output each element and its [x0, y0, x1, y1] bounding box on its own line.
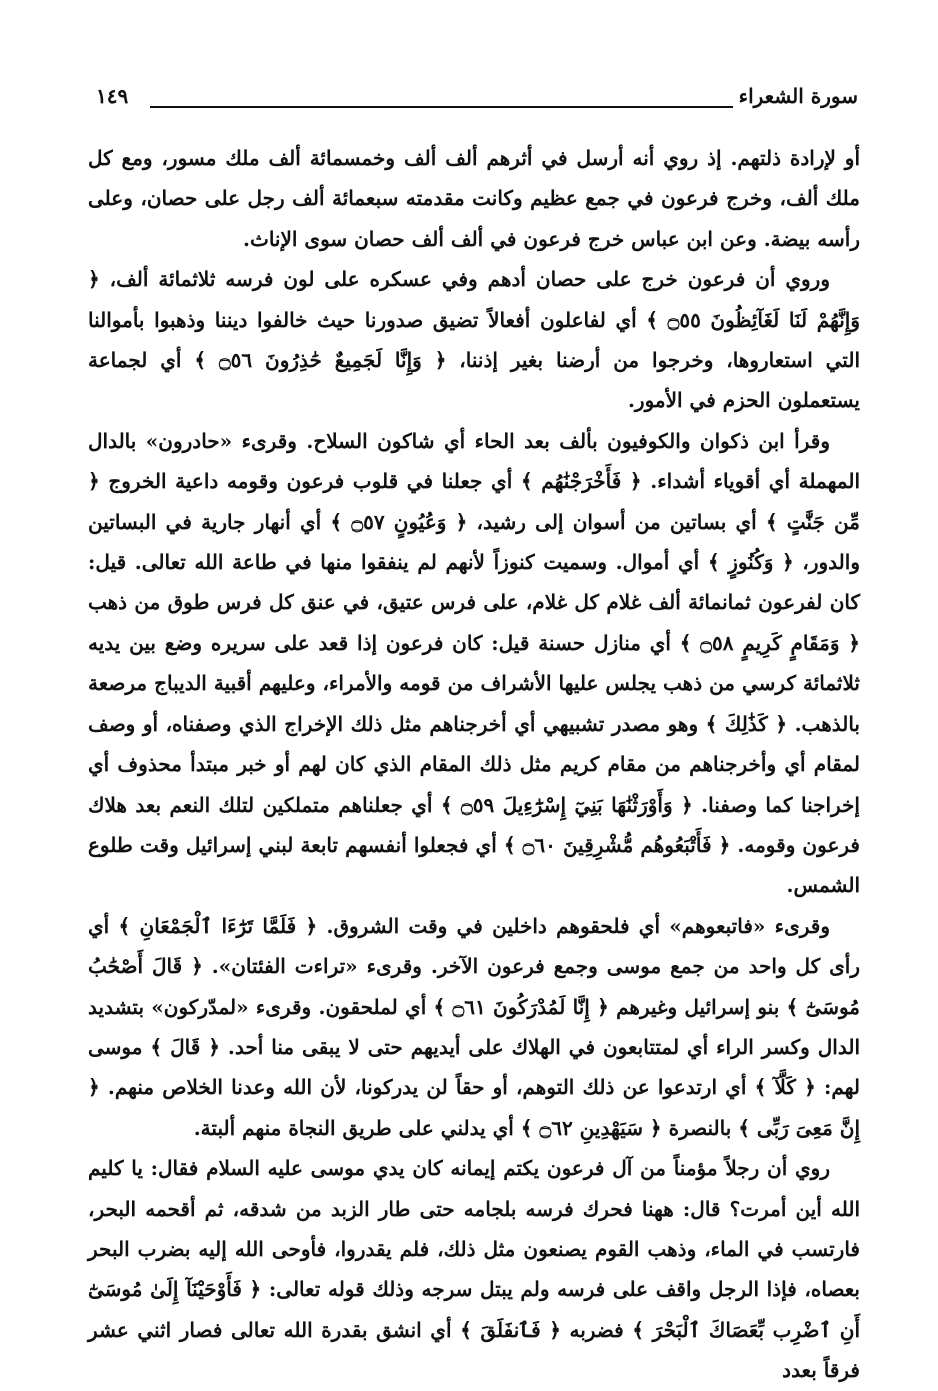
surah-title: سورة الشعراء [733, 84, 858, 108]
paragraph-2 [88, 259, 860, 421]
paragraph-4 [88, 906, 860, 1148]
page-body [88, 138, 861, 1383]
paragraph-text: وروي أن فرعون خرج على حصان أدهم وفي عسكره على لون فرسه ثلاثمائة ألف، ﴿ وَإِنَّهُمْ لَنَا لَغَآئِظُونَ ۝٥٥ ﴾ أي لفاعلون أفعالاً تضيق صدورنا حيث خالفوا ديننا وذهبوا بأموالنا التي استعاروها، وخرجوا من أرضنا بغير إذننا، ﴿ وَإِنَّا لَجَمِيعٌ حَٰذِرُونَ ۝٥٦ ﴾ أي لجماعة يستعملون الحزم في الأمور. [88, 267, 861, 413]
paragraph-text: وقرىء «فاتبعوهم» أي فلحقوهم داخلين في وقت الشروق. ﴿ فَلَمَّا تَرَٰٓءَا ٱلْجَمْعَانِ ﴾ أي رأى كل واحد من جمع موسى وجمع فرعون الآخر. وقرىء «تراءت الفئتان». ﴿ قَالَ أَصْحَٰبُ مُوسَىٰٓ ﴾ بنو إسرائيل وغيرهم ﴿ إِنَّا لَمُدْرَكُونَ ۝٦١ ﴾ أي لملحقون. وقرىء «لمدّركون» بتشديد الدال وكسر الراء أي لمتتابعون في الهلاك على أيديهم حتى لا يبقى منا أحد. ﴿ قَالَ ﴾ موسى لهم: ﴿ كَلَّآ ﴾ أي ارتدعوا عن ذلك التوهم، أو حقاً لن يدركونا، لأن الله وعدنا الخلاص منهم. ﴿ إِنَّ مَعِىَ رَبِّى ﴾ بالنصرة ﴿ سَيَهْدِينِ ۝٦٢ ﴾ أي يدلني على طريق النجاة منهم ألبتة. [88, 913, 861, 1140]
paragraph-text: وقرأ ابن ذكوان والكوفيون بألف بعد الحاء أي شاكون السلاح. وقرىء «حادرون» بالدال المهملة أي أقوياء أشداء. ﴿ فَأَخْرَجْنَٰهُم ﴾ أي جعلنا في قلوب فرعون وقومه داعية الخروج ﴿ مِّن جَنَّٰتٍ ﴾ أي بساتين من أسوان إلى رشيد، ﴿ وَعُيُونٍ ۝٥٧ ﴾ أي أنهار جارية في البساتين والدور، ﴿ وَكُنُوزٍ ﴾ أي أموال. وسميت كنوزاً لأنهم لم ينفقوا منها في طاعة الله تعالى. قيل: كان لفرعون ثمانمائة ألف غلام كل غلام، على فرس عتيق، في عنق كل فرس طوق من ذهب ﴿ وَمَقَامٍ كَرِيمٍ ۝٥٨ ﴾ أي منازل حسنة قيل: كان فرعون إذا قعد على سريره وضع بين يديه ثلاثمائة كرسي من ذهب يجلس عليها الأشراف من قومه والأمراء، وعليهم أقبية الديباج مرصعة بالذهب. ﴿ كَذَٰلِكَ ﴾ وهو مصدر تشبيهي أي أخرجناهم مثل ذلك الإخراج الذي وصفناه، أو وصف لمقام أي وأخرجناهم من مقام كريم مثل ذلك المقام الذي كان لهم أو خبر مبتدأ محذوف أي إخراجنا كما وصفنا. ﴿ وَأَوْرَثْنَٰهَا بَنِيٓ إِسْرَٰٓءِيلَ ۝٥٩ ﴾ أي جعلناهم متملكين لتلك النعم بعد هلاك فرعون وقومه. ﴿ فَأَتْبَعُوهُم مُّشْرِقِينَ ۝٦٠ ﴾ أي فجعلوا أنفسهم تابعة لبني إسرائيل وقت طلوع الشمس. [88, 428, 860, 898]
paragraph-1 [88, 138, 860, 259]
paragraph-text: أو لإرادة ذلتهم. إذ روي أنه أرسل في أثرهم ألف ألف وخمسمائة ألف ملك مسور، ومع كل ملك ألف، وخرج فرعون في جمع عظيم وكانت مقدمته سبعمائة ألف رجل على حصان، وعلى رأسه بيضة. وعن ابن عباس خرج فرعون في ألف ألف حصان سوى الإناث. [88, 146, 860, 251]
paragraph-5 [88, 1148, 860, 1390]
paragraph-3 [88, 421, 860, 906]
page-header [96, 84, 858, 118]
header-rule [150, 106, 738, 108]
page-number: ١٤٩ [96, 84, 134, 108]
paragraph-text: روي أن رجلاً مؤمناً من آل فرعون يكتم إيمانه كان يدي موسى عليه السلام فقال: يا كليم الله أين أمرت؟ قال: ههنا فحرك فرسه بلجامه حتى طار الزبد من شدقه، ثم أقحمه البحر، فارتسب في الماء، وذهب القوم يصنعون مثل ذلك، فلم يقدروا، فأوحى الله إليه بضرب البحر بعصاه، فإذا الرجل واقف على فرسه ولم يبتل سرجه وذلك قوله تعالى: ﴿ فَأَوْحَيْنَآ إِلَىٰ مُوسَىٰٓ أَنِ ٱضْرِب بِّعَصَاكَ ٱلْبَحْرَ ﴾ فضربه ﴿ فَٱنفَلَقَ ﴾ أي انشق بقدرة الله تعالى فصار اثني عشر فرقاً بعدد [88, 1156, 860, 1383]
